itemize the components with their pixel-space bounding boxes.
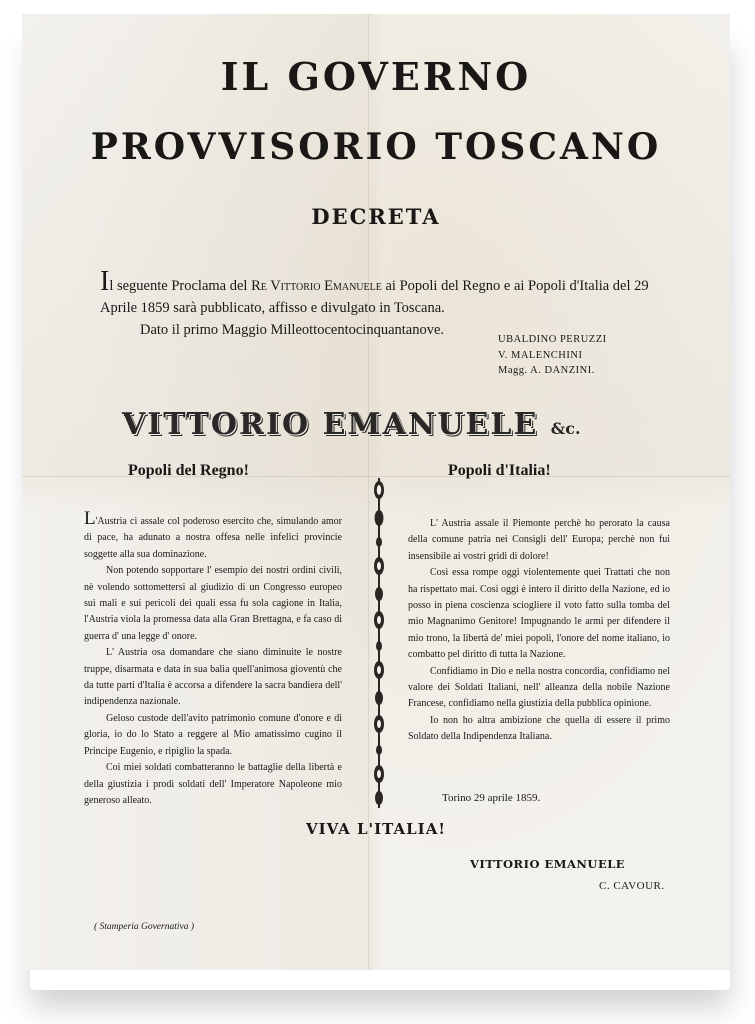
signature-cavour: C. CAVOUR. [599,880,665,892]
decree-initial: I [100,266,110,297]
left-paragraph-4: Geloso custode dell'avito patrimonio comune d'onore e di gloria, io do lo Stato a reggere al Mio amatissimo cugino il Principe Eugenio, e ripiglio la spada. [84,712,342,757]
viva-italia: VIVA L'ITALIA! [306,820,446,838]
right-paragraph-1: L' Austria assale il Piemonte perchè ho perorato la causa della comune patria nei Consigli dell' Europa; perchè non fui insensibile ai vostri gridi di dolore! [408,518,670,562]
left-column-heading: Popoli del Regno! [128,462,249,479]
king-heading [122,407,581,442]
title-line-1: IL GOVERNO [220,54,532,99]
left-paragraph-5: Coi miei soldati combatteranno le battaglie della libertà e della giustizia i prodi soldati dell' Imperatore Napoleone mio generoso alleato. [84,762,342,806]
decree-text-2: ai Popoli del Regno e ai Popoli d'Italia del 29 Aprile 1859 sarà pubblicato, affisso e divulgato in Toscana. [100,278,649,316]
right-paragraph-3: Confidiamo in Dio e nella nostra concordia, confidiamo nel valore dei Soldati Italiani, nell' alleanza della nobile Nazione Francese, confidiamo nella giustizia della pubblica opinione. [408,665,670,710]
decree-paragraph [100,266,672,341]
title-line-2: PROVVISORIO TOSCANO [90,126,662,168]
decree-signers [498,332,607,379]
decree-king-name: Re Vittorio Emanuele [251,278,382,294]
king-name: VITTORIO EMANUELE [122,407,539,442]
right-column-heading: Popoli d'Italia! [448,462,551,479]
signature-king: VITTORIO EMANUELE [470,857,626,871]
right-paragraph-4: Io non ho altra ambizione che quella di essere il primo Soldato della Indipendenza Italiana. [408,714,670,743]
signer: UBALDINO PERUZZI [498,334,607,345]
decreta-heading: DECRETA [311,204,441,229]
decree-dato: Dato il primo Maggio Milleottocentocinquantanove. [140,322,445,338]
date-line: Torino 29 aprile 1859. [442,792,541,804]
printer-imprint: ( Stamperia Governativa ) [94,922,194,932]
signer: Magg. A. DANZINI. [498,365,595,376]
drop-initial: L [84,508,96,529]
right-column [408,516,670,746]
king-etc: &c. [550,419,581,438]
proclamation-sheet [22,14,730,970]
left-paragraph-2: Non potendo sopportare l' esempio dei nostri ordini civili, nè volendo sottomettersi al giudizio di un Congresso europeo sui mali e sui pericoli dei quali essa fu sola cagione in Italia, l'Austria viola la promessa data alla Gran Brettagna, e fa caso di guerra d' una legge d' onore. [84,565,342,642]
left-paragraph-3: L' Austria osa domandare che siano diminuite le nostre truppe, disarmata e data in sua balia quell'animosa gioventù che da tutte parti d'Italia è accorsa a difendere la sacra bandiera dell' indipendenza nazionale. [84,647,342,708]
signer: V. MALENCHINI [498,349,583,361]
left-paragraph-1: 'Austria ci assale col poderoso esercito che, simulando amor di pace, ha adunato a nostra offesa nelle infelici provincie soggette alla sua dominazione. [84,516,342,560]
ornamental-divider [372,478,386,808]
left-column [84,508,342,809]
decree-text-1: l seguente Proclama del [109,278,252,294]
right-paragraph-2: Così essa rompe oggi violentemente quei Trattati che non ha rispettato mai. Così oggi è intero il diritto della Nazione, ed io posso in piena coscienza sciogliere il voto fatto sulla tomba del mio Magnanimo Genitore! Impugnando le armi per difendere il mio trono, la libertà de' miei popoli, l'onore del nome italiano, io combatto pel diritto di tutta la Nazione. [408,567,670,661]
